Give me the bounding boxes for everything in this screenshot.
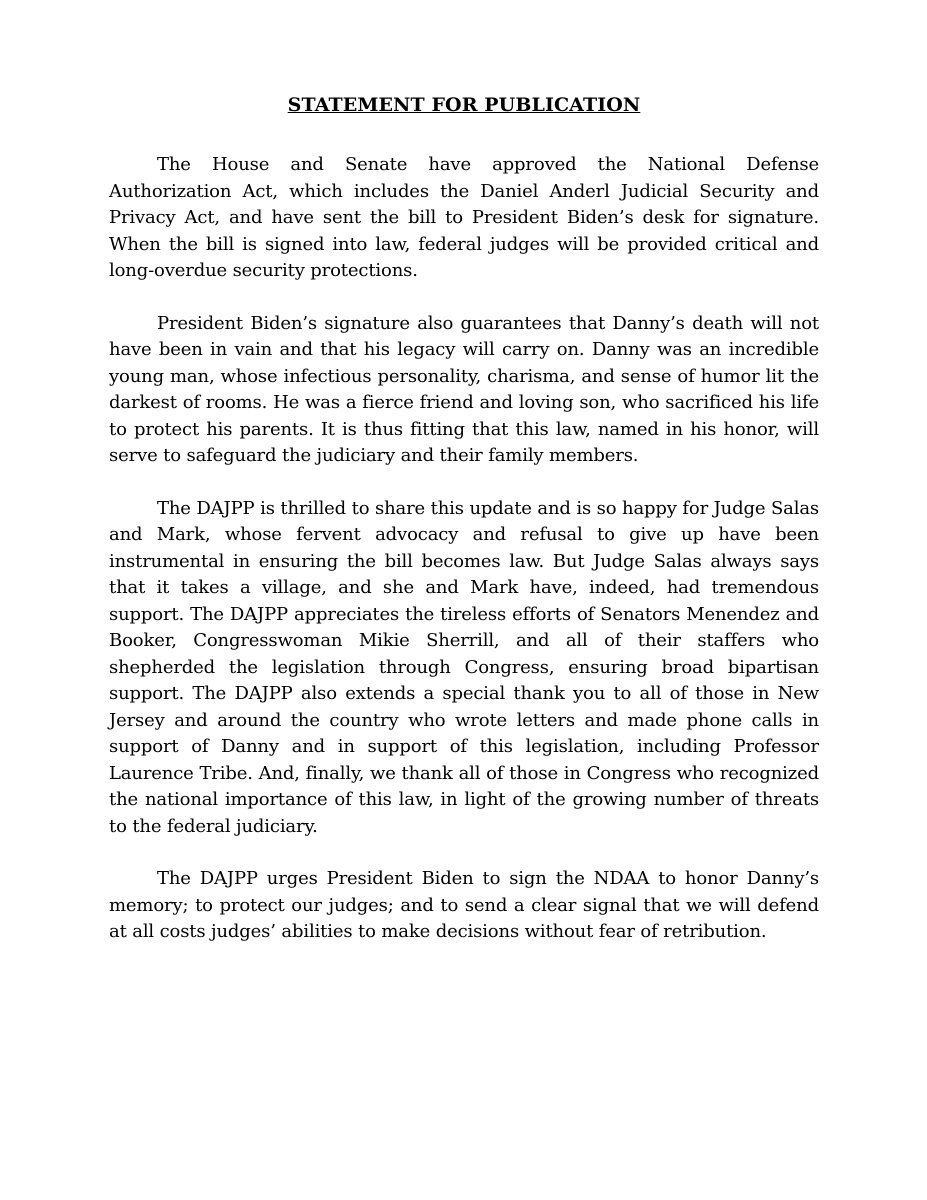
document-title: STATEMENT FOR PUBLICATION	[287, 94, 641, 116]
document-page	[109, 92, 819, 972]
paragraph-1: The House and Senate have approved the National Defense Authorization Act, which includes the Daniel Anderl Judicial Security and Privacy Act, and have sent the bill to President Biden’s desk for signature. When the bill is signed into law, federal judges will be provided critical and long-overdue security protections.	[109, 154, 819, 281]
paragraph-2: President Biden’s signature also guarantees that Danny’s death will not have been in vain and that his legacy will carry on. Danny was an incredible young man, whose infectious personality, charisma, and sense of humor lit the darkest of rooms. He was a fierce friend and loving son, who sacrificed his life to protect his parents. It is thus fitting that this law, named in his honor, will serve to safeguard the judiciary and their family members.	[109, 312, 819, 466]
paragraph-4: The DAJPP urges President Biden to sign the NDAA to honor Danny’s memory; to protect our judges; and to send a clear signal that we will defend at all costs judges’ abilities to make decisions without fear of retribution.	[109, 868, 819, 942]
paragraph-3: The DAJPP is thrilled to share this update and is so happy for Judge Salas and Mark, whose fervent advocacy and refusal to give up have been instrumental in ensuring the bill becomes law. But Judge Salas always says that it takes a village, and she and Mark have, indeed, had tremendous support. The DAJPP appreciates the tireless efforts of Senators Menendez and Booker, Congresswoman Mikie Sherrill, and all of their staffers who shepherded the legislation through Congress, ensuring broad bipartisan support. The DAJPP also extends a special thank you to all of those in New Jersey and around the country who wrote letters and made phone calls in support of Danny and in support of this legislation, including Professor Laurence Tribe. And, finally, we thank all of those in Congress who recognized the national importance of this law, in light of the growing number of threats to the federal judiciary.	[109, 497, 819, 837]
